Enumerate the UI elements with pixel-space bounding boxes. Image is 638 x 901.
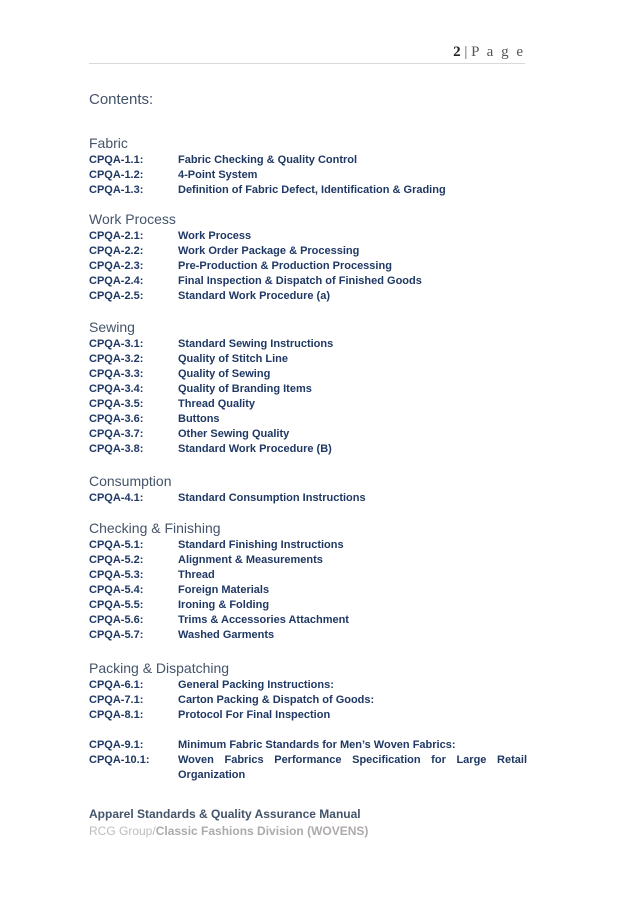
entry-code: CPQA-5.1: — [89, 539, 144, 551]
entry-title: Foreign Materials — [178, 584, 270, 596]
toc-entry[interactable] — [89, 352, 527, 367]
toc-entry[interactable] — [89, 397, 527, 412]
page-number — [453, 44, 525, 61]
entry-code: CPQA-3.1: — [89, 338, 144, 350]
entry-title: Thread — [178, 569, 215, 581]
toc-entry[interactable] — [89, 337, 527, 352]
toc-entry[interactable] — [89, 678, 527, 693]
toc-entry[interactable] — [89, 738, 527, 753]
entry-code: CPQA-3.5: — [89, 398, 144, 410]
entry-code: CPQA-7.1: — [89, 694, 144, 706]
entry-title-continuation: Organization — [178, 769, 246, 781]
section-title: Sewing — [89, 319, 135, 335]
entry-title: Quality of Stitch Line — [178, 353, 289, 365]
entry-title: Washed Garments — [178, 629, 275, 641]
entry-code: CPQA-3.8: — [89, 443, 144, 455]
entry-title: Standard Finishing Instructions — [178, 539, 344, 551]
header-rule — [89, 63, 525, 64]
toc-entry[interactable] — [89, 583, 527, 598]
toc-entry[interactable] — [89, 153, 527, 168]
page-word: P a g e — [471, 44, 525, 60]
toc-entry[interactable] — [89, 274, 527, 289]
footer-manual-title: Apparel Standards & Quality Assurance Manual — [89, 807, 361, 821]
entry-title: Buttons — [178, 413, 220, 425]
entry-title: Minimum Fabric Standards for Men’s Woven Fabrics: — [178, 739, 456, 751]
section-title: Checking & Finishing — [89, 520, 221, 536]
entry-code: CPQA-2.3: — [89, 260, 144, 272]
entry-code: CPQA-3.4: — [89, 383, 144, 395]
toc-entry[interactable] — [89, 168, 527, 183]
entry-title: Other Sewing Quality — [178, 428, 290, 440]
toc-entry[interactable] — [89, 693, 527, 708]
entry-title: Standard Work Procedure (B) — [178, 443, 332, 455]
entry-title: Definition of Fabric Defect, Identification & Grading — [178, 184, 446, 196]
entry-code: CPQA-5.2: — [89, 554, 144, 566]
entry-title: Final Inspection & Dispatch of Finished Goods — [178, 275, 422, 287]
section-title: Consumption — [89, 473, 172, 489]
entry-title: Woven Fabrics Performance Specification for Large Retail — [178, 754, 527, 766]
toc-entry[interactable] — [89, 442, 527, 457]
entry-code: CPQA-3.3: — [89, 368, 144, 380]
entry-code: CPQA-4.1: — [89, 492, 144, 504]
entry-title: Ironing & Folding — [178, 599, 270, 611]
entry-title: Protocol For Final Inspection — [178, 709, 331, 721]
toc-entry[interactable] — [89, 382, 527, 397]
entry-title: Standard Work Procedure (a) — [178, 290, 330, 302]
entry-title: Quality of Branding Items — [178, 383, 312, 395]
entry-title: Alignment & Measurements — [178, 554, 323, 566]
toc-entry[interactable] — [89, 229, 527, 244]
entry-code: CPQA-3.6: — [89, 413, 144, 425]
footer-division — [89, 823, 368, 840]
section-checking-finishing — [89, 519, 527, 643]
entry-code: CPQA-2.2: — [89, 245, 144, 257]
entry-code: CPQA-5.6: — [89, 614, 144, 626]
entry-title: Quality of Sewing — [178, 368, 271, 380]
toc-entry[interactable] — [89, 412, 527, 427]
entry-title: Standard Consumption Instructions — [178, 492, 366, 504]
entry-code: CPQA-10.1: — [89, 754, 150, 766]
footer-division-name: Classic Fashions Division (WOVENS) — [155, 824, 369, 838]
toc-entry[interactable] — [89, 613, 527, 628]
toc-entry[interactable] — [89, 367, 527, 382]
toc-entry[interactable] — [89, 259, 527, 274]
entry-code: CPQA-1.2: — [89, 169, 144, 181]
page-number-value: 2 — [453, 44, 461, 60]
entry-code: CPQA-6.1: — [89, 679, 144, 691]
toc-entry[interactable] — [89, 753, 527, 768]
toc-entry[interactable] — [89, 598, 527, 613]
entry-code: CPQA-5.5: — [89, 599, 144, 611]
toc-entry[interactable] — [89, 491, 527, 506]
section-sewing — [89, 318, 527, 457]
entry-code: CPQA-3.2: — [89, 353, 144, 365]
section-consumption — [89, 472, 527, 506]
section-fabric — [89, 134, 527, 198]
section-packing-dispatching — [89, 659, 527, 723]
section-work-process — [89, 210, 527, 304]
entry-title: Standard Sewing Instructions — [178, 338, 334, 350]
section-title: Work Process — [89, 211, 176, 227]
entry-code: CPQA-8.1: — [89, 709, 144, 721]
page-footer — [89, 806, 368, 840]
entry-code: CPQA-2.5: — [89, 290, 144, 302]
entry-title: General Packing Instructions: — [178, 679, 334, 691]
toc-entry[interactable] — [89, 568, 527, 583]
toc-entry[interactable] — [89, 289, 527, 304]
toc-entry[interactable] — [89, 244, 527, 259]
toc-entry[interactable] — [89, 427, 527, 442]
entry-code: CPQA-2.1: — [89, 230, 144, 242]
entry-title: Carton Packing & Dispatch of Goods: — [178, 694, 375, 706]
entry-title: 4-Point System — [178, 169, 258, 181]
entry-code: CPQA-5.3: — [89, 569, 144, 581]
page-separator: | — [464, 44, 468, 60]
toc-entry[interactable] — [89, 628, 527, 643]
entry-title: Pre-Production & Production Processing — [178, 260, 392, 272]
entry-title: Fabric Checking & Quality Control — [178, 154, 358, 166]
footer-group: RCG Group/ — [89, 824, 156, 838]
entry-code: CPQA-1.3: — [89, 184, 144, 196]
toc-entry[interactable] — [89, 183, 527, 198]
section-extra — [89, 738, 527, 783]
section-title: Fabric — [89, 135, 128, 151]
toc-entry[interactable] — [89, 538, 527, 553]
contents-title: Contents: — [89, 91, 154, 108]
entry-code: CPQA-5.7: — [89, 629, 144, 641]
entry-code: CPQA-3.7: — [89, 428, 144, 440]
entry-code: CPQA-1.1: — [89, 154, 144, 166]
toc-entry[interactable] — [89, 708, 527, 723]
entry-title: Work Order Package & Processing — [178, 245, 360, 257]
entry-title: Work Process — [178, 230, 252, 242]
toc-entry[interactable] — [89, 553, 527, 568]
entry-code: CPQA-2.4: — [89, 275, 144, 287]
section-title: Packing & Dispatching — [89, 660, 230, 676]
entry-title: Thread Quality — [178, 398, 256, 410]
entry-code: CPQA-5.4: — [89, 584, 144, 596]
entry-title: Trims & Accessories Attachment — [178, 614, 349, 626]
entry-code: CPQA-9.1: — [89, 739, 144, 751]
